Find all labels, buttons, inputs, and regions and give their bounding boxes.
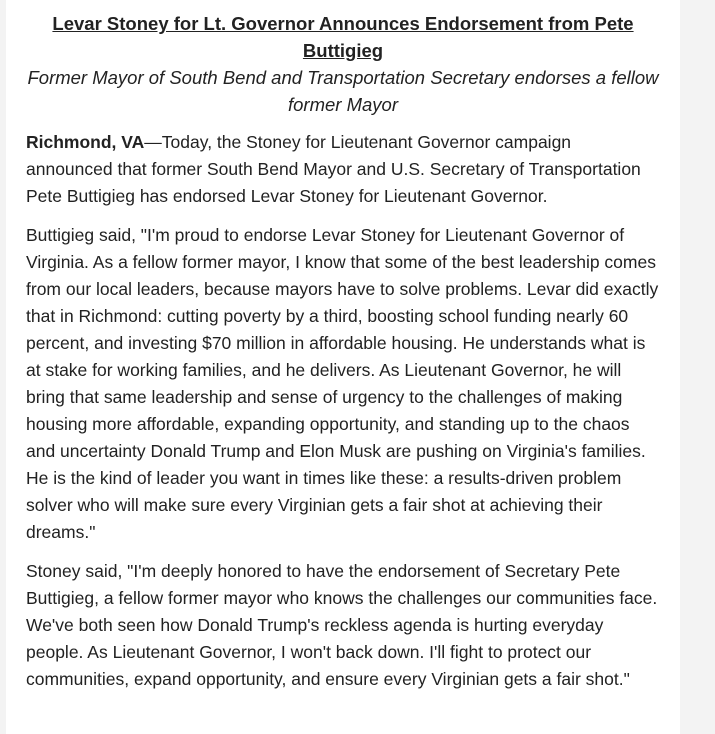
email-body: [6, 0, 680, 734]
intro-paragraph: [26, 129, 660, 210]
dateline: Richmond, VA: [26, 132, 145, 152]
release-headline: Levar Stoney for Lt. Governor Announces Endorsement from Pete Buttigieg: [52, 13, 634, 61]
release-subheadline: Former Mayor of South Bend and Transportation Secretary endorses a fellow former Mayor: [27, 67, 659, 115]
buttigieg-quote-paragraph: Buttigieg said, "I'm proud to endorse Levar Stoney for Lieutenant Governor of Virginia. As a fellow former mayor, I know that some of the best leadership comes from our local leaders, because mayors have to solve problems. Levar did exactly that in Richmond: cutting poverty by a third, boosting school funding nearly 60 percent, and investing $70 million in affordable housing. He understands what is at stake for working families, and he delivers. As Lieutenant Governor, he will bring that same leadership and sense of urgency to the challenges of making housing more affordable, expanding opportunity, and standing up to the chaos and uncertainty Donald Trump and Elon Musk are pushing on Virginia's families. He is the kind of leader you want in times like these: a results-driven problem solver who will make sure every Virginian gets a fair shot at achieving their dreams.": [26, 225, 659, 542]
stoney-quote-paragraph: Stoney said, "I'm deeply honored to have the endorsement of Secretary Pete Buttigieg, a fellow former mayor who knows the challenges our communities face. We've both seen how Donald Trump's reckless agenda is hurting everyday people. As Lieutenant Governor, I won't back down. I'll fight to protect our communities, expand opportunity, and ensure every Virginian gets a fair shot.": [26, 561, 658, 689]
intro-text: —Today, the Stoney for Lieutenant Governor campaign announced that former South Bend Mayor and U.S. Secretary of Transportation Pete Buttigieg has endorsed Levar Stoney for Lieutenant Governor.: [26, 132, 641, 206]
